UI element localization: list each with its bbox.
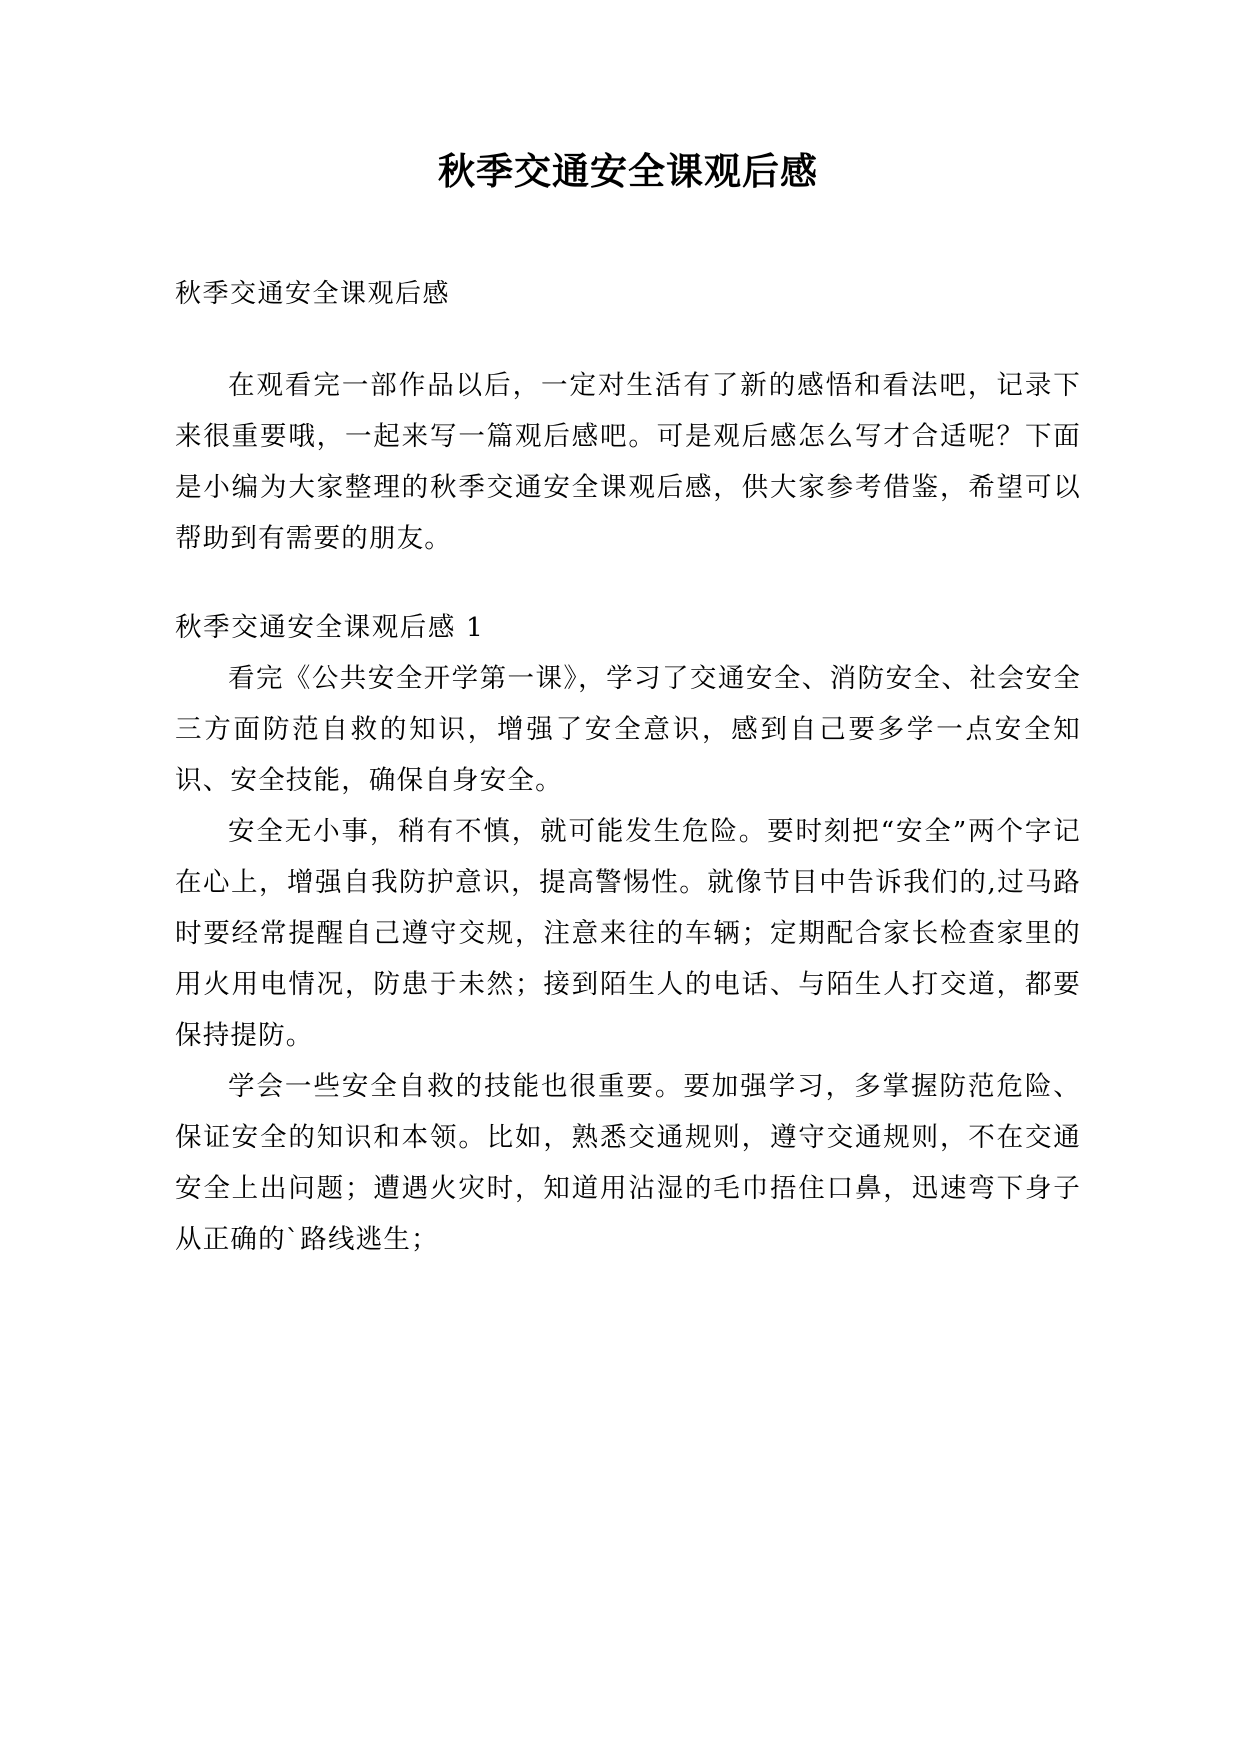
section-heading: 秋季交通安全课观后感 1: [175, 611, 485, 643]
body-paragraph-3: 学会一些安全自救的技能也很重要。要加强学习，多掌握防范危险、保证安全的知识和本领。比如，熟悉交通规则，遵守交通规则，不在交通安全上出问题；遭遇火灾时，知道用沾湿的毛巾捂住口鼻，迅速弯下身子从正确的`路线逃生；: [175, 1070, 1081, 1255]
body-paragraph-2: 安全无小事，稍有不慎，就可能发生危险。要时刻把“安全”两个字记在心上，增强自我防护意识，提高警惕性。就像节目中告诉我们的,过马路时要经常提醒自己遵守交规，注意来往的车辆；定期配合家长检查家里的用火用电情况，防患于未然；接到陌生人的电话、与陌生人打交道，都要保持提防。: [175, 815, 1081, 1051]
spacer: [175, 564, 1081, 602]
document-subtitle: 秋季交通安全课观后感: [175, 279, 451, 310]
spacer: [175, 316, 1081, 360]
page-title: 秋季交通安全课观后感: [438, 150, 818, 193]
intro-paragraph: 在观看完一部作品以后，一定对生活有了新的感悟和看法吧，记录下来很重要哦，一起来写一篇观后感吧。可是观后感怎么写才合适呢？下面是小编为大家整理的秋季交通安全课观后感，供大家参考借鉴，希望可以帮助到有需要的朋友。: [175, 369, 1081, 554]
body-paragraph-1: 看完《公共安全开学第一课》，学习了交通安全、消防安全、社会安全三方面防范自救的知识，增强了安全意识，感到自己要多学一点安全知识、安全技能，确保自身安全。: [175, 662, 1081, 796]
